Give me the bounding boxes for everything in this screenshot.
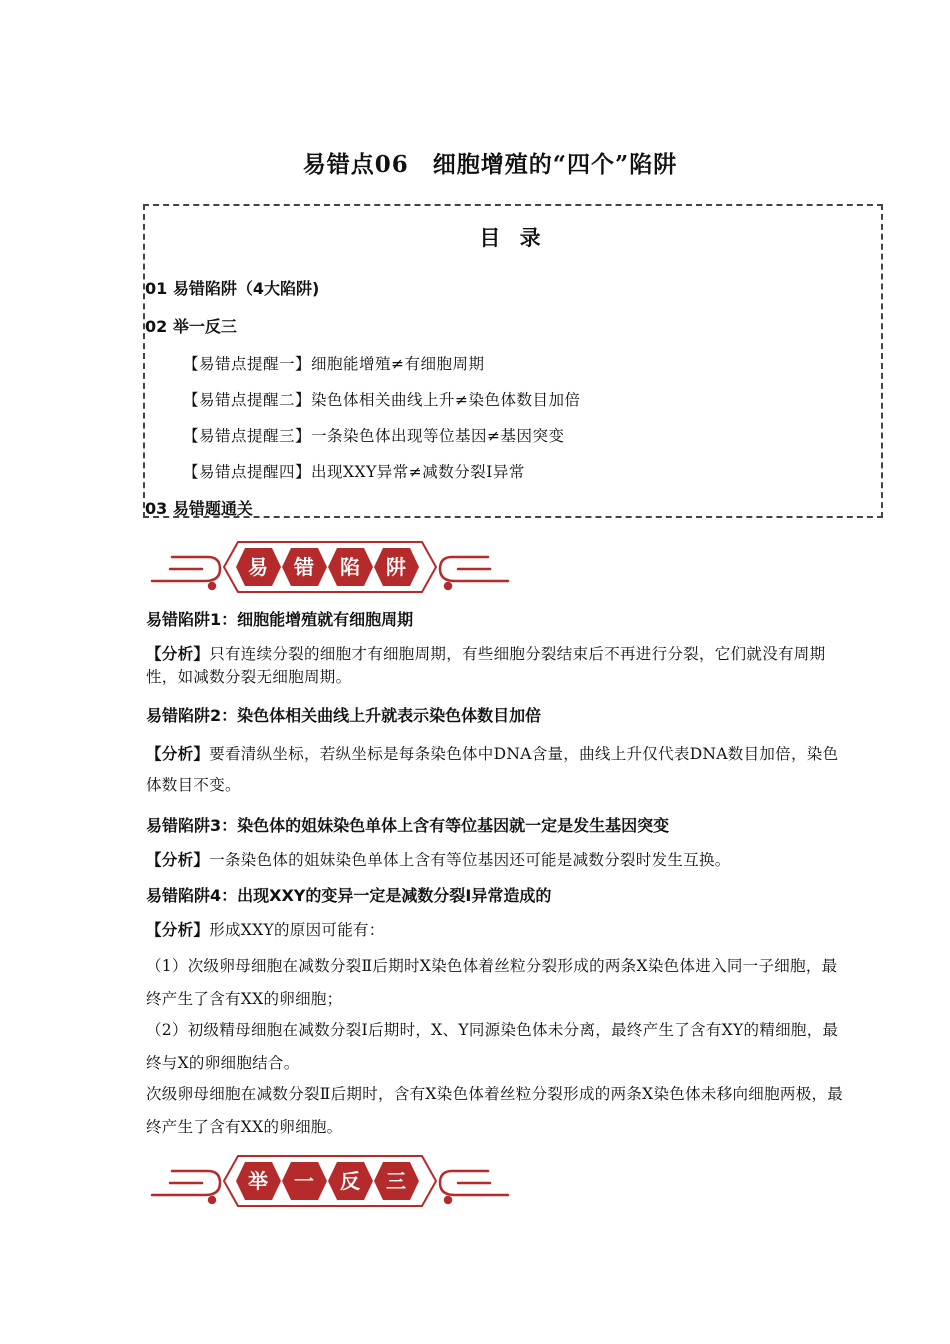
toc-reminder-3[interactable]: 【易错点提醒三】一条染色体出现等位基因≠基因突变 [183,427,565,445]
toc-reminder-2[interactable]: 【易错点提醒二】染色体相关曲线上升≠染色体数目加倍 [183,391,581,409]
analysis-tag: 【分析】 [146,744,210,763]
analysis-text: 形成XXY的原因可能有： [209,921,385,939]
page-title: 易错点06 细胞增殖的“四个”陷阱 [302,151,678,178]
analysis-text: 只有连续分裂的细胞才有细胞周期，有些细胞分裂结束后不再进行分裂，它们就没有周期性，如减数分裂无细胞周期。 [146,645,826,687]
banner-char: 一 [294,1169,314,1193]
analysis-text: 要看清纵坐标，若纵坐标是每条染色体中DNA含量，曲线上升仅代表DNA数目加倍，染色体数目不变。 [146,745,839,794]
toc-section-2[interactable]: 02 举一反三 [145,317,237,336]
toc-section-1[interactable]: 01 易错陷阱（4大陷阱) [145,279,320,298]
toc-reminder-4[interactable]: 【易错点提醒四】出现XXY异常≠减数分裂Ⅰ异常 [183,463,525,481]
banner-char: 易 [248,555,268,579]
analysis-tag: 【分析】 [146,920,210,939]
section-banner-traps [150,536,510,598]
analysis-text: 一条染色体的姐妹染色单体上含有等位基因还可能是减数分裂时发生互换。 [209,851,731,869]
toc-reminder-1[interactable]: 【易错点提醒一】细胞能增殖≠有细胞周期 [183,355,485,373]
trap-4-item-2: （2）初级精母细胞在减数分裂Ⅰ后期时，X、Y同源染色体未分离，最终产生了含有XY的精细胞，最终与X的卵细胞结合。 [146,1021,839,1072]
banner-char: 错 [294,555,314,579]
section-banner-practice [150,1150,510,1212]
right-ornament [440,1171,508,1203]
banner-char: 阱 [386,555,406,579]
trap-3-heading: 易错陷阱3：染色体的姐妹染色单体上含有等位基因就一定是发生基因突变 [146,816,670,835]
trap-4-analysis [146,918,846,942]
trap-1-heading: 易错陷阱1：细胞能增殖就有细胞周期 [146,610,414,629]
banner-char: 三 [386,1169,406,1193]
trap-2-heading: 易错陷阱2：染色体相关曲线上升就表示染色体数目加倍 [146,706,542,725]
banner-char: 反 [340,1169,360,1193]
trap-2-analysis [146,738,846,801]
trap-3-analysis [146,848,846,872]
trap-4-item-1: （1）次级卵母细胞在减数分裂Ⅱ后期时X染色体着丝粒分裂形成的两条X染色体进入同一子细胞，最终产生了含有XX的卵细胞； [146,957,838,1008]
trap-4-item-3: 次级卵母细胞在减数分裂Ⅱ后期时，含有X染色体着丝粒分裂形成的两条X染色体未移向细胞两极，最终产生了含有XX的卵细胞。 [146,1085,844,1136]
toc-heading: 目 录 [479,226,547,250]
analysis-tag: 【分析】 [146,644,210,663]
left-ornament [152,1171,220,1203]
trap-1-analysis [146,642,846,690]
right-ornament [440,557,508,589]
table-of-contents [143,204,883,518]
left-ornament [152,557,220,589]
banner-char: 举 [248,1169,268,1193]
toc-section-3[interactable]: 03 易错题通关 [145,499,253,518]
trap-4-heading: 易错陷阱4：出现XXY的变异一定是减数分裂Ⅰ异常造成的 [146,886,552,905]
banner-char: 陷 [340,555,360,579]
analysis-tag: 【分析】 [146,850,210,869]
